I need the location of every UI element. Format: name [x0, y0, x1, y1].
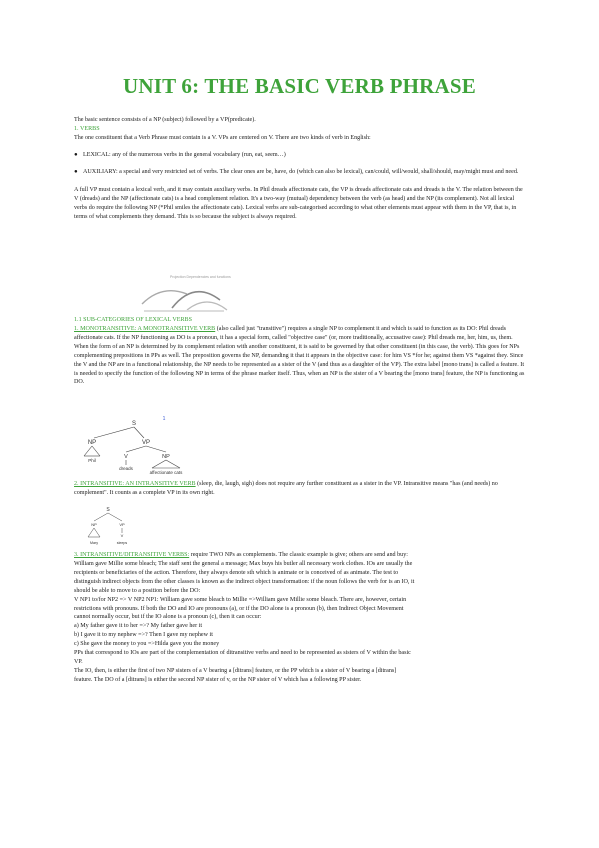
tree-edge: [84, 446, 92, 456]
ditransitive-line: PPs that correspond to IOs are part of the complementation of ditransitive verbs and need to be represented as sisters of V within the basic: [74, 650, 411, 657]
figure-baseline: [144, 310, 224, 312]
tree-edge: [134, 427, 144, 438]
tree-node-np: NP: [87, 440, 97, 446]
ditransitive-line: c) She gave the money to you =>Hilda gave you the money: [74, 641, 220, 648]
ditransitive-paragraph: [74, 551, 526, 560]
tree-edge: [94, 427, 134, 438]
monotransitive-paragraph: [74, 325, 526, 387]
bullet-dot: ●: [74, 152, 78, 158]
intro-text: The basic sentence consists of a NP (subject) followed by a VP(predicate).: [74, 117, 256, 123]
monotransitive-tree: [74, 418, 194, 476]
intransitive-text: (sleep, die, laugh, sigh) does not require any further constituent as a sister in the VP. Intransitive means "has (and needs) no complement". It counts as a complete VP in its own right.: [74, 481, 498, 496]
ditransitive-line: a) My father gave it to her =>? My father gave her it: [74, 623, 203, 630]
subcategories-heading: 1.1 SUB-CATEGORIES OF LEXICAL VERBS: [74, 317, 192, 323]
ditransitive-line: distinguish indirect objects from the other classes is known as the indirect object transformation: if the noun follows the verb for is an IO, it: [74, 578, 415, 585]
bullet-auxiliary-text: AUXILIARY: a special and very restricted set of verbs. The clear ones are be, have, do (which can also be lexical), can/could, will/would, shall/should, may/might must and need.: [83, 169, 519, 175]
tree-edge: [94, 513, 108, 521]
intransitive-paragraph: [74, 480, 526, 498]
projection-diagram-figure: [132, 270, 242, 318]
tree-edge: [166, 460, 180, 468]
tree-edge: [88, 528, 94, 537]
bullet-auxiliary: [74, 168, 526, 177]
tree-edge: [94, 528, 100, 537]
tree-node-vp: VP: [141, 440, 151, 446]
ditransitive-line: recipients or beneficiaries of the action. Therefore, they always denote sth which is animate or is conceived of as animate. The test to: [74, 569, 399, 576]
intransitive-tree: [82, 505, 134, 547]
tree-edge: [146, 446, 166, 452]
figure-1-caption: Projection Dependencies and functions: [170, 275, 231, 279]
page-title: UNIT 6: THE BASIC VERB PHRASE: [123, 74, 476, 98]
tree-node-s: S: [131, 421, 137, 427]
ditransitive-line: cannot normally occur, but if the IO alone is a pronoun (c), then it can occur:: [74, 614, 262, 621]
intransitive-heading: 2. INTRANSITIVE: AN INTRANSITIVE VERB: [74, 481, 196, 487]
dependency-arc: [142, 291, 187, 304]
tree-leaf: sleeps: [116, 541, 128, 545]
bullet-lexical-text: LEXICAL: any of the numerous verbs in the general vocabulary (run, eat, seem…): [83, 152, 286, 158]
tree-leaf-phil: Phil: [88, 458, 96, 463]
ditransitive-line: V NP1 to/for NP2 => V NP2 NP1: William gave some bleach to Millie =>William gave Millie some bleach. There are, however, certain: [74, 596, 407, 603]
tree-node-np-2: NP: [162, 454, 170, 460]
section-1-paragraph: A full VP must contain a lexical verb, and it may contain auxiliary verbs. In Phil dreads affectionate cats, the VP is dreads affectionate cats and dreads is the V. The relation between the V (dreads) and the NP (affectionate cats) is a head complement relation. It's a two-way (mutual) dependency between the verb (as head) and the NP (its complement). Not all lexical verbs do require the following NP (*Phil smiles the affectionate cats). Lexical verbs are sub-categorised according to what other elements must appear with them in the VP, that is, in terms of what complements they demand. This is so because the subject is always required.: [74, 187, 523, 220]
ditransitive-line: restrictions with pronouns. If both the DO and IO are pronouns (a), or if the DO alone is a pronoun (b), then Indirect Object Movement: [74, 605, 404, 612]
bullet-dot: ●: [74, 169, 78, 175]
ditransitive-line: feature. The DO of a [ditrans] is either the second NP sister of v, or the NP sister of V which has a following PP sister.: [74, 676, 362, 683]
ditransitive-line: b) I gave it to my nephew =>? Then I gave my nephew it: [74, 632, 213, 639]
ditransitive-line: VP.: [74, 658, 83, 665]
tree-edge: [92, 446, 100, 456]
tree-node-vp: VP: [119, 522, 125, 527]
tree-leaf-dreads: dreads: [119, 466, 133, 471]
ditransitive-heading: 3. INTRANSITIVE/DITRANSITIVE VERBS:: [74, 552, 190, 558]
ditransitive-line: William gave Millie some bleach; The staff sent the general a message; Max buys his butler all necessary work clothes. IOs are usually the: [74, 561, 413, 567]
ditransitive-line: require TWO NPs as complements. The classic example is give; others are send and buy:: [190, 552, 408, 558]
tree-edge: [126, 446, 146, 452]
tree-edge: [108, 513, 122, 521]
section-1-heading: 1. VERBS: [74, 126, 100, 132]
section-1-text: The one constituent that a Verb Phrase must contain is a V. VPs are centered on V. There are two kinds of verb in English:: [74, 135, 371, 141]
ditransitive-line: should be able to move to a position before the DO:: [74, 587, 201, 594]
dependency-arc: [172, 292, 220, 308]
bullet-lexical: [74, 151, 526, 160]
monotransitive-text: (also called just "transitive") requires a single NP to complement it and which is said to function as its DO: Phil dreads affectionate cats. If the NP functioning as DO is a pronoun, it has a special form, called "objective case" (or, more traditionally, accusative case): Phil dreads me, her, him, us, them. When the form of an NP is determined by its complement relation with another constituent, it is said to be governed by that other constituent (in this case, the verb). This goes for NPs complementing prepositions in PPs as well. The preposition governs the NP, demanding it that it appears in the objective case: for him VS *for he; against them VS *against they. Since the V and the NP are in a functional relationship, the NP needs to be represented as a sister of the V (and thus as a daughter of the VP). The extra label [mono trans] is called a feature. It is needed to specify the function of the following NP in terms of the phrase marker itself. Thus, when an NP is the sister of a V bearing the [mono trans] feature, the NP is functioning as DO.: [74, 326, 525, 386]
figure-marker: [160, 414, 168, 422]
tree-leaf: Mary: [90, 541, 98, 545]
tree-node-v: V: [120, 533, 124, 538]
figure-marker-text: 1: [162, 416, 166, 422]
tree-node-v: V: [124, 454, 128, 460]
ditransitive-line: The IO, then, is either the first of two NP sisters of a V bearing a [ditrans] feature, or the PP which is a sister of V bearing a [ditrans]: [74, 667, 397, 674]
dependency-arc: [187, 302, 227, 310]
monotransitive-heading: 1. MONOTRANSITIVE: A MONOTRANSITIVE VERB: [74, 326, 216, 332]
tree-node-np: NP: [91, 522, 97, 527]
ditransitive-body: [74, 560, 526, 685]
tree-node-s: S: [106, 507, 110, 513]
tree-edge: [152, 460, 166, 468]
tree-leaf-cats: affectionate cats: [149, 470, 183, 475]
